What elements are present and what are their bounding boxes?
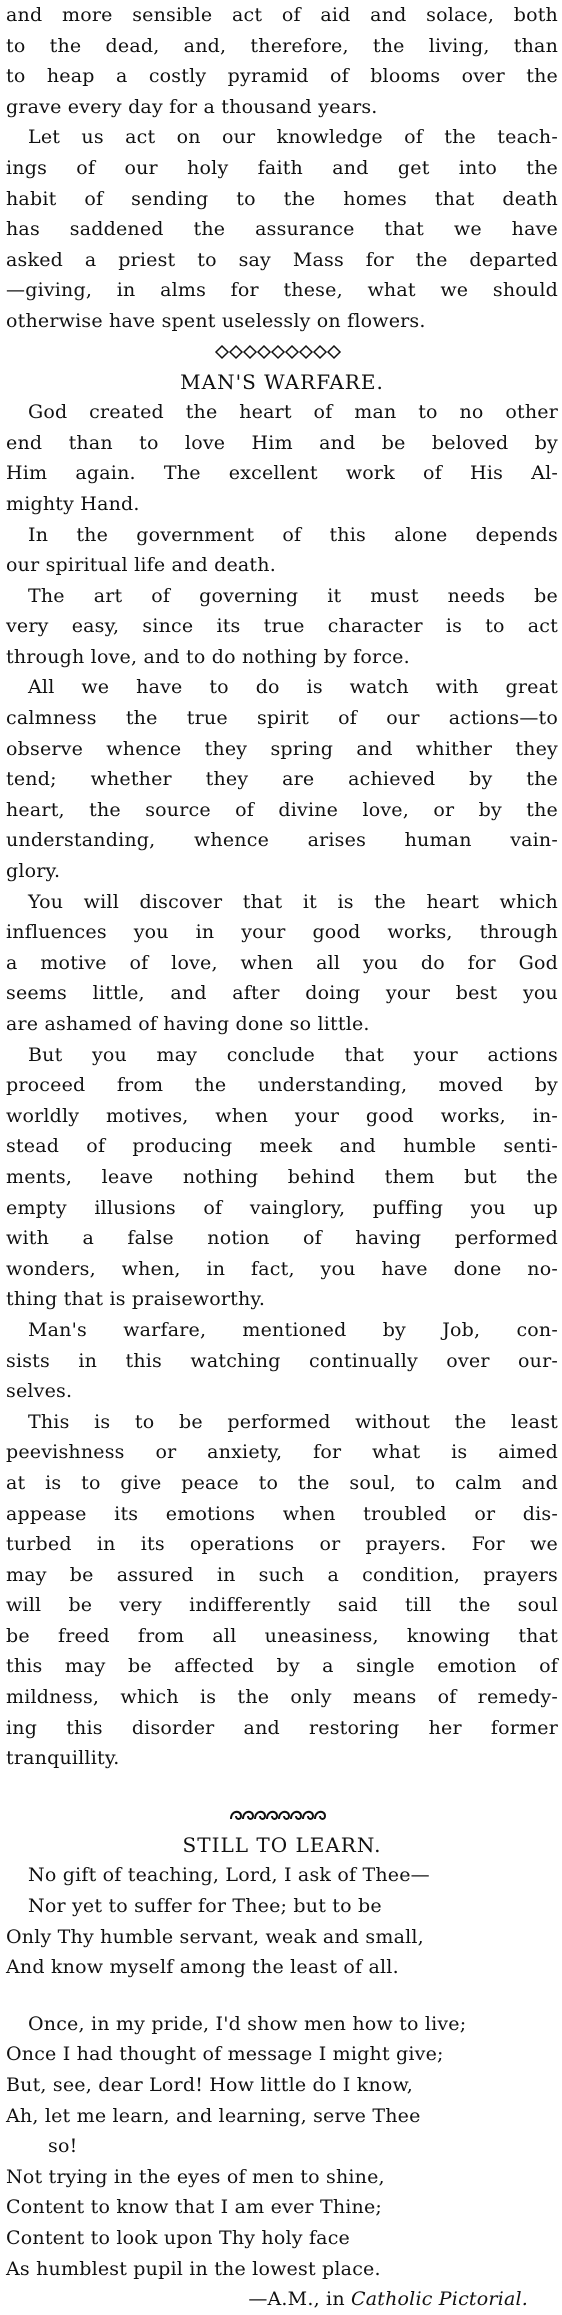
text-line: turbed in its operations or prayers. For we bbox=[6, 1533, 558, 1556]
verse-line: And know myself among the least of all. bbox=[6, 1956, 399, 1979]
verse-line: Once I had thought of message I might give; bbox=[6, 2043, 444, 2066]
text-line: grave every day for a thousand years. bbox=[6, 95, 378, 118]
text-line: with a false notion of having performed bbox=[6, 1227, 558, 1250]
text-line: has saddened the assurance that we have bbox=[6, 218, 558, 241]
text-line: understanding, whence arises human vain- bbox=[6, 829, 558, 852]
text-line: through love, and to do nothing by force. bbox=[6, 645, 410, 668]
poem-stanza-1 bbox=[6, 1860, 558, 1982]
text-line: You will discover that it is the heart which bbox=[28, 890, 558, 913]
spacer bbox=[6, 1983, 558, 2009]
section-title: MAN'S WARFARE. bbox=[180, 369, 384, 394]
text-line: asked a priest to say Mass for the departed bbox=[6, 248, 558, 271]
verse-line: As humblest pupil in the lowest place. bbox=[6, 2257, 381, 2280]
text-line: Let us act on our knowledge of the teach- bbox=[28, 126, 558, 149]
spacer bbox=[6, 1774, 558, 1800]
text-line: ing this disorder and restoring her former bbox=[6, 1716, 558, 1739]
text-line: God created the heart of man to no other bbox=[28, 401, 558, 424]
text-line: mighty Hand. bbox=[6, 492, 140, 515]
text-line: to the dead, and, therefore, the living, than bbox=[6, 34, 558, 57]
text-line: But you may conclude that your actions bbox=[28, 1043, 558, 1066]
text-line: In the government of this alone depends bbox=[28, 523, 558, 546]
text-line: This is to be performed without the least bbox=[28, 1410, 558, 1433]
text-line: Man's warfare, mentioned by Job, con- bbox=[28, 1318, 558, 1341]
text-line: may be assured in such a condition, prayers bbox=[6, 1563, 558, 1586]
intro-paragraph bbox=[6, 0, 558, 337]
text-line: very easy, since its true character is to act bbox=[6, 615, 558, 638]
text-line: observe whence they spring and whither they bbox=[6, 737, 558, 760]
poem-title: STILL TO LEARN. bbox=[182, 1832, 382, 1857]
text-line: mildness, which is the only means of remedy- bbox=[6, 1686, 558, 1709]
attribution-source: Catholic Pictorial. bbox=[351, 2288, 528, 2311]
scroll-ornament-icon bbox=[227, 1807, 337, 1823]
text-line: selves. bbox=[6, 1380, 73, 1403]
text-line: will be very indifferently said till the soul bbox=[6, 1594, 558, 1617]
text-line: habit of sending to the homes that death bbox=[6, 187, 558, 210]
warfare-body bbox=[6, 397, 558, 1774]
text-line: worldly motives, when your good works, in- bbox=[6, 1104, 558, 1127]
verse-line: Not trying in the eyes of men to shine, bbox=[6, 2165, 385, 2188]
text-line: seems little, and after doing your best you bbox=[6, 982, 558, 1005]
text-line: ings of our holy faith and get into the bbox=[6, 156, 558, 179]
text-line: tranquillity. bbox=[6, 1747, 120, 1770]
article-column bbox=[6, 0, 558, 2315]
verse-line: No gift of teaching, Lord, I ask of Thee— bbox=[28, 1864, 430, 1887]
text-line: otherwise have spent uselessly on flowers. bbox=[6, 309, 426, 332]
text-line: be freed from all uneasiness, knowing that bbox=[6, 1624, 558, 1647]
text-line: empty illusions of vainglory, puffing you up bbox=[6, 1196, 558, 1219]
section-divider-ornament bbox=[6, 337, 558, 367]
text-line: sists in this watching continually over our- bbox=[6, 1349, 558, 1372]
verse-line: Nor yet to suffer for Thee; but to be bbox=[28, 1895, 382, 1918]
text-line: All we have to do is watch with great bbox=[28, 676, 558, 699]
verse-line: Only Thy humble servant, weak and small, bbox=[6, 1925, 424, 1948]
text-line: are ashamed of having done so little. bbox=[6, 1013, 370, 1035]
text-line: wonders, when, in fact, you have done no- bbox=[6, 1257, 558, 1280]
text-line: at is to give peace to the soul, to calm and bbox=[6, 1471, 558, 1494]
poem-divider-ornament bbox=[6, 1800, 558, 1830]
text-line: proceed from the understanding, moved by bbox=[6, 1074, 558, 1097]
text-line: tend; whether they are achieved by the bbox=[6, 768, 558, 791]
text-line: to heap a costly pyramid of blooms over the bbox=[6, 65, 558, 88]
text-line: glory. bbox=[6, 860, 61, 883]
diamond-chain-icon bbox=[212, 344, 352, 360]
text-line: thing that is praiseworthy. bbox=[6, 1288, 266, 1311]
text-line: —giving, in alms for these, what we should bbox=[6, 279, 558, 302]
poem-attribution bbox=[6, 2284, 558, 2315]
verse-line: Content to know that I am ever Thine; bbox=[6, 2196, 383, 2219]
text-line: peevishness or anxiety, for what is aimed bbox=[6, 1441, 558, 1464]
verse-line: Ah, let me learn, and learning, serve Thee bbox=[6, 2104, 421, 2127]
verse-line: Once, in my pride, I'd show men how to live; bbox=[28, 2012, 467, 2035]
text-line: calmness the true spirit of our actions—to bbox=[6, 707, 558, 730]
verse-line: But, see, dear Lord! How little do I know, bbox=[6, 2074, 413, 2096]
text-line: and more sensible act of aid and solace, both bbox=[6, 4, 558, 26]
text-line: end than to love Him and be beloved by bbox=[6, 431, 558, 454]
text-line: heart, the source of divine love, or by the bbox=[6, 798, 558, 821]
text-line: our spiritual life and death. bbox=[6, 554, 276, 577]
attribution-prefix: —A.M., in bbox=[248, 2288, 351, 2311]
text-line: a motive of love, when all you do for God bbox=[6, 951, 558, 974]
text-line: this may be affected by a single emotion of bbox=[6, 1655, 558, 1678]
text-line: appease its emotions when troubled or dis- bbox=[6, 1502, 558, 1525]
poem-stanza-2 bbox=[6, 2009, 558, 2284]
verse-line: Content to look upon Thy holy face bbox=[6, 2226, 350, 2249]
text-line: influences you in your good works, through bbox=[6, 921, 558, 944]
text-line: ments, leave nothing behind them but the bbox=[6, 1165, 558, 1188]
text-line: Him again. The excellent work of His Al- bbox=[6, 462, 558, 485]
verse-line: so! bbox=[48, 2135, 78, 2158]
text-line: The art of governing it must needs be bbox=[28, 584, 558, 607]
text-line: stead of producing meek and humble senti- bbox=[6, 1135, 558, 1158]
